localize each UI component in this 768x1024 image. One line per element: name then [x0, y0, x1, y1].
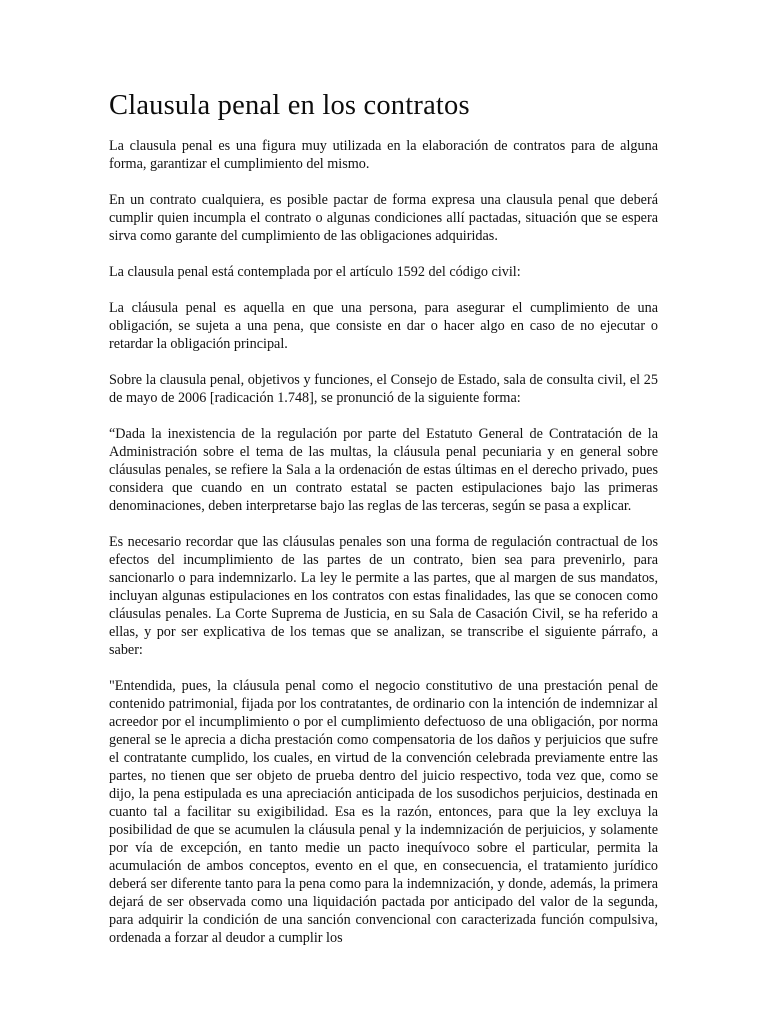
document-title: Clausula penal en los contratos — [109, 90, 470, 121]
paragraph-regulacion: Es necesario recordar que las cláusulas penales son una forma de regulación contractual de los efectos del incumplimiento de las partes de un contrato, bien sea para prevenirlo, para sancionarlo o para indemnizarlo. La ley le permite a las partes, que al margen de sus mandatos, incluyan algunas estipulaciones en los contratos con estas finalidades, las que se conocen como cláusulas penales. La Corte Suprema de Justicia, en su Sala de Casación Civil, se ha referido a ellas, y por ser explicativa de los temas que se analizan, se transcribe el siguiente párrafo, a saber: — [109, 534, 658, 658]
paragraph-intro: La clausula penal es una figura muy utilizada en la elaboración de contratos para de alguna forma, garantizar el cumplimiento del mismo. — [109, 138, 658, 172]
document-page — [109, 88, 658, 947]
paragraph-article-reference: La clausula penal está contemplada por el artículo 1592 del código civil: — [109, 264, 521, 280]
paragraph-contract: En un contrato cualquiera, es posible pactar de forma expresa una clausula penal que deberá cumplir quien incumpla el contrato o algunas condiciones allí pactadas, situación que se espera sirva como garante del cumplimiento de las obligaciones adquiridas. — [109, 192, 658, 244]
paragraph-quote-estatuto: “Dada la inexistencia de la regulación por parte del Estatuto General de Contratación de la Administración sobre el tema de las multas, la cláusula penal pecuniaria y en general sobre cláusulas penales, se refiere la Sala a la ordenación de estas últimas en el derecho privado, pues considera que cuando en un contrato estatal se pacten estipulaciones bajo las primeras denominaciones, deben interpretarse bajo las reglas de las terceras, según se pasa a explicar. — [109, 426, 658, 514]
paragraph-definition: La cláusula penal es aquella en que una persona, para asegurar el cumplimiento de una obligación, se sujeta a una pena, que consiste en dar o hacer algo en caso de no ejecutar o retardar la obligación principal. — [109, 300, 658, 352]
paragraph-quote-corte: "Entendida, pues, la cláusula penal como el negocio constitutivo de una prestación penal de contenido patrimonial, fijada por los contratantes, de ordinario con la intención de indemnizar al acreedor por el incumplimiento o por el cumplimiento defectuoso de una obligación, por norma general se le aprecia a dicha prestación como compensatoria de los daños y perjuicios que sufre el contratante cumplido, los cuales, en virtud de la convención celebrada previamente entre las partes, no tienen que ser objeto de prueba dentro del juicio respectivo, toda vez que, como se dijo, la pena estipulada es una apreciación anticipada de los susodichos perjuicios, destinada en cuanto tal a facilitar su exigibilidad. Esa es la razón, entonces, para que la ley excluya la posibilidad de que se acumulen la cláusula penal y la indemnización de perjuicios, y solamente por vía de excepción, en tanto medie un pacto inequívoco sobre el particular, permita la acumulación de ambos conceptos, evento en el que, en consecuencia, el tratamiento jurídico deberá ser diferente tanto para la pena como para la indemnización, y donde, además, la primera dejará de ser observada como una liquidación pactada por anticipado del valor de la segunda, para adquirir la condición de una sanción convencional con caracterizada función compulsiva, ordenada a forzar al deudor a cumplir los — [109, 678, 658, 946]
paragraph-consejo-estado: Sobre la clausula penal, objetivos y funciones, el Consejo de Estado, sala de consulta civil, el 25 de mayo de 2006 [radicación 1.748], se pronunció de la siguiente forma: — [109, 372, 658, 406]
